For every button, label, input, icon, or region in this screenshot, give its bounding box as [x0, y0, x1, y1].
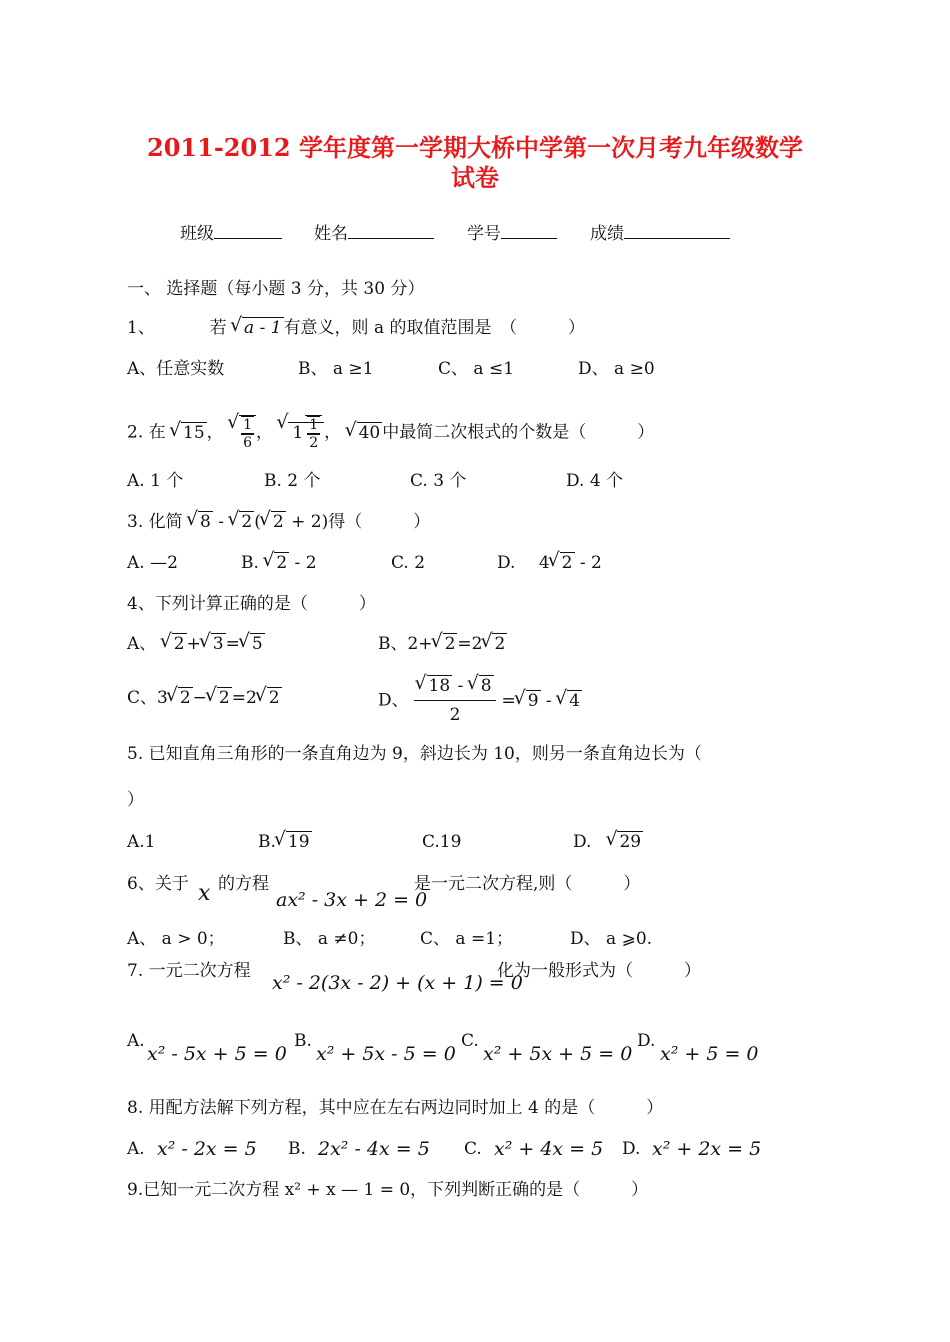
- q7-option-a-label: A.: [127, 1031, 145, 1051]
- q7-option-d: x² + 5 = 0: [660, 1043, 759, 1065]
- q5-option-b-label: B.: [258, 832, 276, 852]
- exam-title-line2: 试卷: [451, 163, 499, 192]
- q5-d-root: √ 29: [607, 832, 643, 852]
- q4-d-root-9: √ 9: [516, 691, 541, 711]
- q2-root-40: √ 40: [347, 423, 383, 443]
- q5-option-b: [258, 832, 312, 852]
- q2-sep-1: ，: [206, 422, 224, 443]
- q3-root-2a: √ 2: [229, 512, 254, 532]
- q4-d-minus: -: [452, 676, 469, 696]
- q1-option-c: C、 a ≤1: [438, 359, 515, 379]
- question-5: 5. 已知直角三角形的一条直角边为 9，斜边长为 10，则另一条直角边长为（: [127, 744, 702, 764]
- q4-option-c-label: C、3: [127, 688, 168, 708]
- q3-minus: -: [212, 512, 230, 532]
- q4-d-root-8: √ 8: [469, 676, 494, 696]
- number-field: [467, 222, 557, 244]
- q2-option-a: A. 1 个: [127, 471, 184, 491]
- q4-c-root-2: √ 2: [207, 688, 232, 708]
- q4-option-a: [127, 634, 265, 654]
- q4-a-root-2: √ 2: [162, 634, 187, 654]
- q4-b-root-1: √ 2: [433, 634, 458, 654]
- q7-option-b: x² + 5x - 5 = 0: [316, 1043, 456, 1065]
- q4-b-root-2: √ 2: [482, 634, 507, 654]
- q8-option-b-label: B.: [288, 1139, 306, 1159]
- q7-option-c: x² + 5x + 5 = 0: [483, 1043, 633, 1065]
- q2-option-b: B. 2 个: [264, 471, 321, 491]
- name-label: 姓名: [314, 224, 348, 244]
- q1-option-a: A、任意实数: [127, 359, 225, 379]
- q3-root-8: √ 8: [188, 512, 213, 532]
- q8-option-a-label: A.: [127, 1139, 145, 1159]
- question-8: 8. 用配方法解下列方程，其中应在左右两边同时加上 4 的是（ ）: [127, 1098, 664, 1118]
- q6-stem-b: 的方程: [218, 874, 269, 894]
- q6-option-a: A、 a > 0；: [127, 929, 225, 949]
- q3-option-b-root: √ 2: [264, 553, 289, 573]
- q6-option-c: C、 a =1；: [420, 929, 514, 949]
- q1-option-d: D、 a ≥0: [578, 359, 655, 379]
- q4-c-eq: =2: [231, 688, 257, 708]
- q1-number: 1、: [127, 318, 155, 338]
- q3-paren-close: + 2): [285, 512, 329, 532]
- q8-option-c-label: C.: [464, 1139, 482, 1159]
- q1-option-b: B、 a ≥1: [298, 359, 374, 379]
- q4-c-minus: −: [192, 688, 207, 708]
- q4-d-root-4: √ 4: [557, 691, 582, 711]
- q7-option-b-label: B.: [294, 1031, 312, 1051]
- class-field: [180, 222, 282, 244]
- q3-option-d-coef: 4: [538, 553, 550, 573]
- q6-option-b: B、 a ≠0；: [283, 929, 376, 949]
- q6-stem-a: 6、关于: [127, 874, 189, 894]
- q2-stem-b: 中最简二次根式的个数是（ ）: [382, 422, 655, 443]
- q5-option-d-label: D.: [573, 832, 592, 852]
- q3-paren-open: (: [254, 512, 261, 532]
- q5-option-d: [573, 832, 643, 852]
- score-field: [590, 222, 730, 244]
- q7-stem-a: 7. 一元二次方程: [127, 961, 251, 981]
- q5-close-paren: ）: [127, 790, 144, 810]
- q7-option-c-label: C.: [461, 1031, 479, 1051]
- q4-d-denominator: 2: [449, 705, 461, 725]
- q4-d-fraction: [414, 676, 496, 725]
- q4-a-root-3: √ 3: [201, 634, 226, 654]
- q8-option-b: 2x² - 4x = 5: [318, 1138, 430, 1160]
- q3-option-d-root: √ 2: [550, 553, 575, 573]
- number-blank[interactable]: [501, 222, 557, 239]
- q4-d-eq: =: [501, 690, 516, 711]
- q6-option-d: D、 a ⩾0.: [570, 929, 653, 949]
- q2-root-mixed: √ 1 $\frac{1}{2}$: [278, 415, 324, 451]
- q7-equation: x² - 2(3x - 2) + (x + 1) = 0: [272, 972, 523, 994]
- class-label: 班级: [180, 224, 214, 244]
- q7-option-a: x² - 5x + 5 = 0: [147, 1043, 287, 1065]
- q3-option-b-label: B.: [241, 553, 259, 573]
- question-4: 4、下列计算正确的是（ ）: [127, 594, 376, 614]
- class-blank[interactable]: [214, 222, 282, 239]
- section-heading: 一、 选择题（每小题 3 分，共 30 分）: [127, 279, 425, 299]
- q3-option-a: A. —2: [127, 553, 178, 573]
- q6-stem-c: 是一元二次方程,则（ ）: [414, 874, 641, 894]
- q4-option-c: [127, 688, 282, 708]
- q6-equation: ax² - 3x + 2 = 0: [276, 889, 428, 911]
- name-field: [314, 222, 434, 244]
- q2-root-frac-1: √ $\frac{1}{6}$: [229, 415, 256, 451]
- q6-variable: x: [198, 881, 211, 906]
- q4-b-eq: =2: [457, 634, 483, 654]
- q3-option-b: [241, 553, 317, 573]
- q3-option-b-tail: - 2: [289, 553, 317, 573]
- q4-option-b-label: B、2+: [378, 634, 433, 654]
- q5-option-c: C.19: [422, 832, 462, 852]
- q4-option-d-label: D、: [378, 690, 409, 711]
- q4-a-eq: =: [225, 634, 240, 654]
- q1-stem-b: 有意义，则 a 的取值范围是 （ ）: [283, 318, 586, 338]
- q3-option-d-tail: - 2: [574, 553, 602, 573]
- q4-d-root-18: √ 18: [417, 676, 453, 696]
- q5-option-a: A.1: [127, 832, 156, 852]
- number-label: 学号: [467, 224, 501, 244]
- q2-sep-2: ，: [256, 422, 273, 443]
- question-9: 9.已知一元二次方程 x² + x — 1 = 0，下列判断正确的是（ ）: [127, 1180, 649, 1200]
- q2-option-c: C. 3 个: [410, 471, 467, 491]
- q4-a-plus: +: [186, 634, 201, 654]
- question-3: [127, 512, 430, 532]
- score-label: 成绩: [590, 224, 624, 244]
- q5-b-root: √ 19: [276, 832, 312, 852]
- q7-option-d-label: D.: [637, 1031, 656, 1051]
- question-2: [127, 415, 654, 451]
- question-1: [127, 318, 585, 338]
- q2-option-d: D. 4 个: [566, 471, 624, 491]
- q3-option-c: C. 2: [391, 553, 426, 573]
- q4-option-b: [378, 634, 507, 654]
- q8-option-a: x² - 2x = 5: [157, 1138, 257, 1160]
- q4-a-root-5: √ 5: [240, 634, 265, 654]
- q7-stem-b: 化为一般形式为（ ）: [497, 961, 701, 981]
- q1-radical: √ a - 1: [232, 318, 284, 338]
- q3-option-d: [497, 553, 602, 573]
- q4-c-root-3: √ 2: [257, 688, 282, 708]
- q2-sep-3: ，: [324, 422, 342, 443]
- q3-root-2b: √ 2: [261, 512, 286, 532]
- q8-option-d-label: D.: [622, 1139, 641, 1159]
- q4-c-root-1: √ 2: [168, 688, 193, 708]
- q3-option-d-label: D.: [497, 553, 516, 573]
- q3-stem-a: 3. 化简: [127, 512, 183, 532]
- name-blank[interactable]: [348, 222, 434, 239]
- q1-stem-a: 若: [209, 318, 227, 338]
- q4-option-d: [378, 676, 582, 725]
- q2-root-15: √ 15: [171, 423, 207, 443]
- q8-option-c: x² + 4x = 5: [494, 1138, 604, 1160]
- q3-stem-b: 得（ ）: [328, 512, 431, 532]
- exam-title-line1: 2011-2012 学年度第一学期大桥中学第一次月考九年级数学: [147, 133, 803, 162]
- q4-option-a-label: A、: [127, 634, 157, 654]
- q4-d-minus-2: -: [540, 690, 558, 711]
- score-blank[interactable]: [624, 222, 730, 239]
- q8-option-d: x² + 2x = 5: [652, 1138, 762, 1160]
- q2-stem-a: 2. 在: [127, 422, 166, 443]
